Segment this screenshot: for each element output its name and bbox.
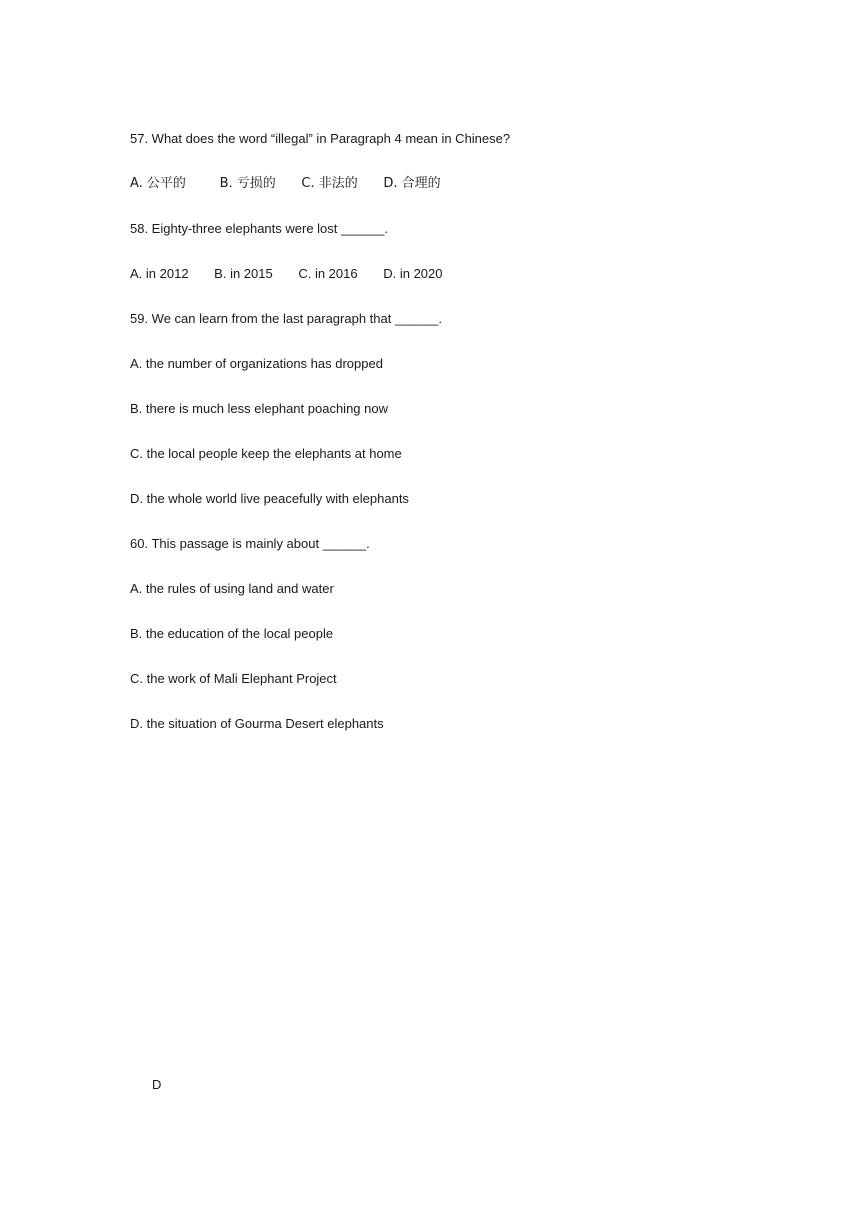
question-59-option-b: B. there is much less elephant poaching now xyxy=(130,401,388,416)
question-57-option-a: A. 公平的 xyxy=(130,176,186,191)
question-60-stem: 60. This passage is mainly about ______. xyxy=(130,536,370,551)
question-60-option-a: A. the rules of using land and water xyxy=(130,581,334,596)
question-57-option-b: B. 亏损的 xyxy=(219,176,276,191)
question-58-option-c: C. in 2016 xyxy=(298,266,358,281)
question-60-option-c: C. the work of Mali Elephant Project xyxy=(130,671,337,686)
question-57-options xyxy=(130,174,471,193)
question-57-option-c: C. 非法的 xyxy=(301,176,358,191)
question-57-stem: 57. What does the word “illegal” in Paragraph 4 mean in Chinese? xyxy=(130,131,511,146)
question-59-option-c: C. the local people keep the elephants at home xyxy=(130,446,402,461)
question-58-option-a: A. in 2012 xyxy=(130,266,189,281)
section-letter: D xyxy=(152,1077,162,1092)
question-59-stem: 59. We can learn from the last paragraph that ______. xyxy=(130,311,442,326)
question-59-option-a: A. the number of organizations has dropped xyxy=(130,356,383,371)
question-60-option-d: D. the situation of Gourma Desert elephants xyxy=(130,716,384,731)
question-58-option-b: B. in 2015 xyxy=(214,266,273,281)
question-60-option-b: B. the education of the local people xyxy=(130,626,334,641)
question-58-stem: 58. Eighty-three elephants were lost ______. xyxy=(130,221,389,236)
question-57-option-d: D. 合理的 xyxy=(383,176,441,191)
question-58-option-d: D. in 2020 xyxy=(383,266,443,281)
question-58-options xyxy=(130,265,465,283)
question-59-option-d: D. the whole world live peacefully with elephants xyxy=(130,491,409,506)
